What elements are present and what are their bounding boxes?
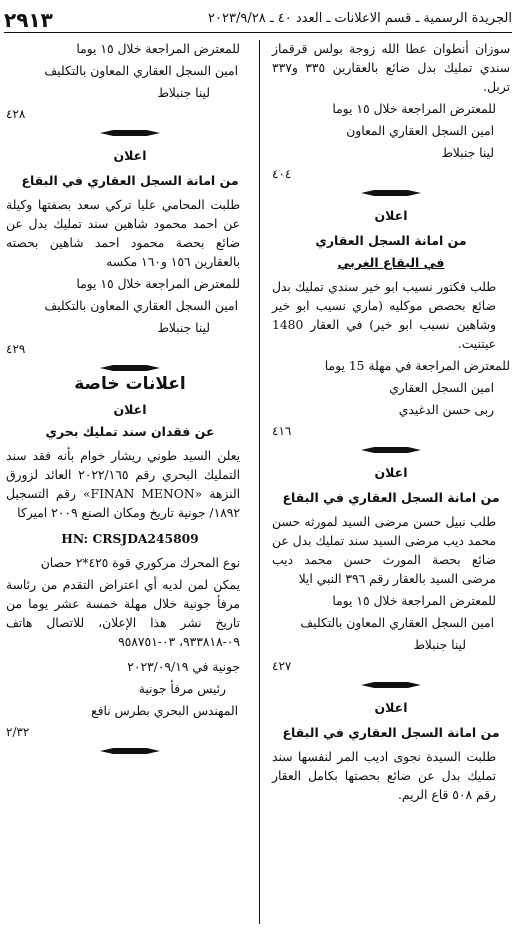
notice-subject: عن فقدان سند تمليك بحري bbox=[45, 424, 215, 439]
notice-objection: يمكن لمن لديه أي اعتراض التقدم من رئاسة مرفأ جونية خلال مهلة خمسة عشر يوما من تاريخ نشر هذا الإعلان، للاتصال هاتف ٠٩-٩٣٣٨١٨، ٠٣-٩٥٨٧٥١ bbox=[6, 578, 240, 649]
notice-number: ٤٢٨ bbox=[6, 107, 26, 121]
intro-signature-name: لينا جنبلاط bbox=[441, 146, 494, 160]
top-objection: للمعترض المراجعة خلال ١٥ يوما bbox=[76, 42, 240, 56]
notice-issuer: من امانة السجل العقاري bbox=[315, 233, 467, 248]
notice-label: اعلان bbox=[113, 402, 147, 417]
notice-date: جونية في ٢٠٢٣/٠٩/١٩ bbox=[127, 660, 240, 674]
intro-text: سوزان أنطوان عطا الله زوجة بولس قرقماز سندي تمليك بدل ضائع بالعقارين ٣٣٥ و٣٣٧ تربل. bbox=[272, 42, 510, 94]
notice-body: طلب نبيل حسن مرضى السيد لمورثه حسن محمد ديب مرضى السيد سند تمليك بدل عن ضائع بحصة المورث حسن محمد ديب مرضى السيد بالعقار رقم ٣٩٦ النبي ايلا bbox=[272, 515, 496, 586]
notice-label: اعلان bbox=[374, 208, 408, 223]
notice-label: اعلان bbox=[113, 148, 147, 163]
notice-signature-name: لينا جنبلاط bbox=[413, 638, 466, 652]
notice-number: ٤١٦ bbox=[272, 424, 292, 438]
notice-label: اعلان bbox=[374, 700, 408, 715]
separator bbox=[272, 682, 510, 688]
notice-body: طلب فكتور نسيب ابو خير سندي تمليك بدل ضائع بحصص موكليه (ماري نسيب ابو خير وشاهين نسيب ابو خير) في العقار 1480 عيتنيت. bbox=[272, 280, 496, 351]
notice-body: طلبت السيدة نجوى اديب المر لنفسها سند تمليك بدل عن ضائع بحصتها بكامل العقار رقم ٥٠٨ قاع الريم. bbox=[272, 750, 496, 802]
notice-signature-title: رئيس مرفأ جونية bbox=[138, 682, 226, 696]
notice-signature-title: امين السجل العقاري المعاون بالتكليف bbox=[44, 299, 238, 313]
special-notices-title: اعلانات خاصة bbox=[74, 374, 186, 394]
notice-number: ٢/٣٢ bbox=[6, 725, 30, 739]
notice-number: ٤٢٩ bbox=[6, 342, 26, 356]
page-number: ٢٩١٣ bbox=[4, 8, 53, 32]
notice-objection: للمعترض المراجعة خلال ١٥ يوما bbox=[332, 594, 496, 608]
notice-number: ٤٢٧ bbox=[272, 659, 292, 673]
notice-region: في البقاع الغربي bbox=[337, 255, 445, 270]
notice-signature-title: امين السجل العقاري المعاون بالتكليف bbox=[300, 616, 494, 630]
engine-type: نوع المحرك مركوري قوة ٤٢٥*٢ حصان bbox=[40, 556, 240, 570]
running-head: الجريدة الرسمية ـ قسم الاعلانات ـ العدد ٤٠ ـ ٢٠٢٣/٩/٢٨ bbox=[208, 11, 512, 26]
hull-number: HN: CRSJDA245809 bbox=[61, 531, 199, 546]
column-divider bbox=[259, 40, 260, 924]
notice-signature-name: المهندس البحري بطرس نافع bbox=[91, 704, 238, 718]
notice-objection: للمعترض المراجعة في مهلة 15 يوما bbox=[324, 359, 510, 373]
top-signature-title: امين السجل العقاري المعاون بالتكليف bbox=[44, 64, 238, 78]
right-column bbox=[272, 40, 510, 805]
notice-body: يعلن السيد طوني ريشار خوام بأنه فقد سند التمليك البحري رقم ٢٠٢٢/١٦٥ العائد لزورق النزهة «FINAN MENON» رقم التسجيل ١٨٩٢/ جونية تاريخ ومكان الصنع ٢٠٠٩ اميركا bbox=[6, 449, 240, 520]
notice-body: طلبت المحامي عليا تركي سعد بصفتها وكيلة عن احمد محمود شاهين سند تمليك بدل عن ضائع بحصة محمود احمد شاهين بحصته بالعقارين ١٥٦ و١٦٠ مكسه bbox=[6, 198, 240, 269]
notice-label: اعلان bbox=[374, 465, 408, 480]
page-header bbox=[4, 8, 512, 33]
notice-signature-name: لينا جنبلاط bbox=[157, 321, 210, 335]
notice-signature-name: ربى حسن الدغيدي bbox=[398, 403, 494, 417]
notice-number: ٤٠٤ bbox=[272, 167, 292, 181]
notice-objection: للمعترض المراجعة خلال ١٥ يوما bbox=[76, 277, 240, 291]
separator bbox=[272, 447, 510, 453]
top-signature-name: لينا جنبلاط bbox=[157, 86, 210, 100]
separator bbox=[6, 130, 254, 136]
notice-issuer: من امانة السجل العقاري في البقاع bbox=[21, 173, 239, 188]
separator bbox=[6, 748, 254, 754]
separator bbox=[272, 190, 510, 196]
notice-issuer: من امانة السجل العقاري في البقاع bbox=[282, 490, 500, 505]
notice-signature-title: امين السجل العقاري bbox=[389, 381, 494, 395]
left-column bbox=[6, 40, 254, 758]
notice-issuer: من امانة السجل العقاري في البقاع bbox=[282, 725, 500, 740]
intro-signature-title: امين السجل العقاري المعاون bbox=[346, 124, 494, 138]
intro-objection: للمعترض المراجعة خلال ١٥ يوما bbox=[332, 102, 496, 116]
separator bbox=[6, 365, 254, 371]
